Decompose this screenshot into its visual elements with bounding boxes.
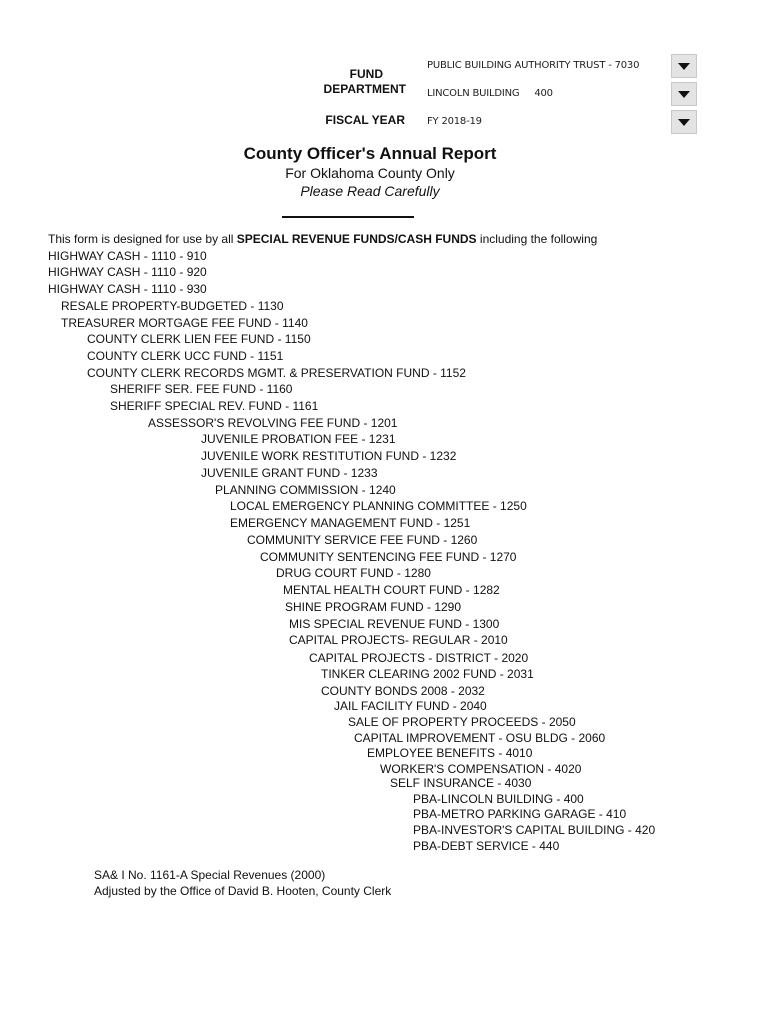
fund-item: SELF INSURANCE - 4030 xyxy=(390,776,532,790)
fund-item: TREASURER MORTGAGE FEE FUND - 1140 xyxy=(61,316,308,330)
fund-dropdown-button[interactable] xyxy=(671,54,697,78)
fund-item: RESALE PROPERTY-BUDGETED - 1130 xyxy=(61,299,284,313)
fund-label: FUND xyxy=(349,67,383,81)
fund-item: HIGHWAY CASH - 1110 - 930 xyxy=(48,282,207,296)
fund-item: COMMUNITY SENTENCING FEE FUND - 1270 xyxy=(260,550,517,564)
report-subtitle: For Oklahoma County Only xyxy=(285,165,455,181)
fund-item: COUNTY CLERK UCC FUND - 1151 xyxy=(87,349,284,363)
intro-bold: SPECIAL REVENUE FUNDS/CASH FUNDS xyxy=(236,232,477,246)
divider xyxy=(282,216,414,218)
fund-item: PBA-LINCOLN BUILDING - 400 xyxy=(413,792,584,806)
fund-item: JUVENILE WORK RESTITUTION FUND - 1232 xyxy=(201,449,457,463)
fund-item: COUNTY CLERK LIEN FEE FUND - 1150 xyxy=(87,332,311,346)
fiscal-year-select-value[interactable]: FY 2018-19 xyxy=(427,116,482,127)
fund-item: PBA-INVESTOR'S CAPITAL BUILDING - 420 xyxy=(413,823,656,837)
fund-item: PLANNING COMMISSION - 1240 xyxy=(215,483,396,497)
fund-item: PBA-METRO PARKING GARAGE - 410 xyxy=(413,807,627,821)
fund-item: ASSESSOR'S REVOLVING FEE FUND - 1201 xyxy=(148,416,398,430)
intro-suffix: including the following xyxy=(476,232,598,246)
fund-item: HIGHWAY CASH - 1110 - 910 xyxy=(48,249,207,263)
department-label: DEPARTMENT xyxy=(323,82,406,96)
fund-item: DRUG COURT FUND - 1280 xyxy=(276,566,431,580)
fund-item: COUNTY CLERK RECORDS MGMT. & PRESERVATION FUND - 1152 xyxy=(87,366,466,380)
fund-item: SALE OF PROPERTY PROCEEDS - 2050 xyxy=(348,715,576,729)
fund-item: SHINE PROGRAM FUND - 1290 xyxy=(285,600,462,614)
fund-select-value[interactable]: PUBLIC BUILDING AUTHORITY TRUST - 7030 xyxy=(427,60,640,71)
fund-item: HIGHWAY CASH - 1110 - 920 xyxy=(48,265,207,279)
fund-item: WORKER'S COMPENSATION - 4020 xyxy=(380,762,582,776)
footer-adjusted-by: Adjusted by the Office of David B. Hooten, County Clerk xyxy=(94,884,392,898)
fund-item: JUVENILE PROBATION FEE - 1231 xyxy=(201,432,396,446)
fund-item: COUNTY BONDS 2008 - 2032 xyxy=(321,684,485,698)
fund-item: JAIL FACILITY FUND - 2040 xyxy=(334,699,487,713)
report-title: County Officer's Annual Report xyxy=(243,144,497,163)
fund-item: JUVENILE GRANT FUND - 1233 xyxy=(201,466,378,480)
fund-item: EMERGENCY MANAGEMENT FUND - 1251 xyxy=(230,516,471,530)
fund-item: PBA-DEBT SERVICE - 440 xyxy=(413,839,560,853)
department-dropdown-button[interactable] xyxy=(671,82,697,106)
fund-item: SHERIFF SPECIAL REV. FUND - 1161 xyxy=(110,399,319,413)
report-notice: Please Read Carefully xyxy=(300,183,440,199)
department-select-value[interactable]: LINCOLN BUILDING 400 xyxy=(427,88,553,99)
fund-item: CAPITAL PROJECTS- REGULAR - 2010 xyxy=(289,633,508,647)
fund-item: SHERIFF SER. FEE FUND - 1160 xyxy=(110,382,293,396)
intro-text xyxy=(48,232,597,246)
fund-item: MENTAL HEALTH COURT FUND - 1282 xyxy=(283,583,500,597)
fund-item: COMMUNITY SERVICE FEE FUND - 1260 xyxy=(247,533,478,547)
fiscal-year-label: FISCAL YEAR xyxy=(325,113,405,127)
fund-item: CAPITAL IMPROVEMENT - OSU BLDG - 2060 xyxy=(354,731,606,745)
intro-prefix: This form is designed for use by all xyxy=(48,232,237,246)
fund-item: TINKER CLEARING 2002 FUND - 2031 xyxy=(321,667,534,681)
fund-item: MIS SPECIAL REVENUE FUND - 1300 xyxy=(289,617,500,631)
fiscal-year-dropdown-button[interactable] xyxy=(671,110,697,134)
fund-item: CAPITAL PROJECTS - DISTRICT - 2020 xyxy=(309,651,529,665)
footer-reference: SA& I No. 1161-A Special Revenues (2000) xyxy=(94,868,326,882)
fund-item: EMPLOYEE BENEFITS - 4010 xyxy=(367,746,533,760)
fund-item: LOCAL EMERGENCY PLANNING COMMITTEE - 1250 xyxy=(230,499,527,513)
